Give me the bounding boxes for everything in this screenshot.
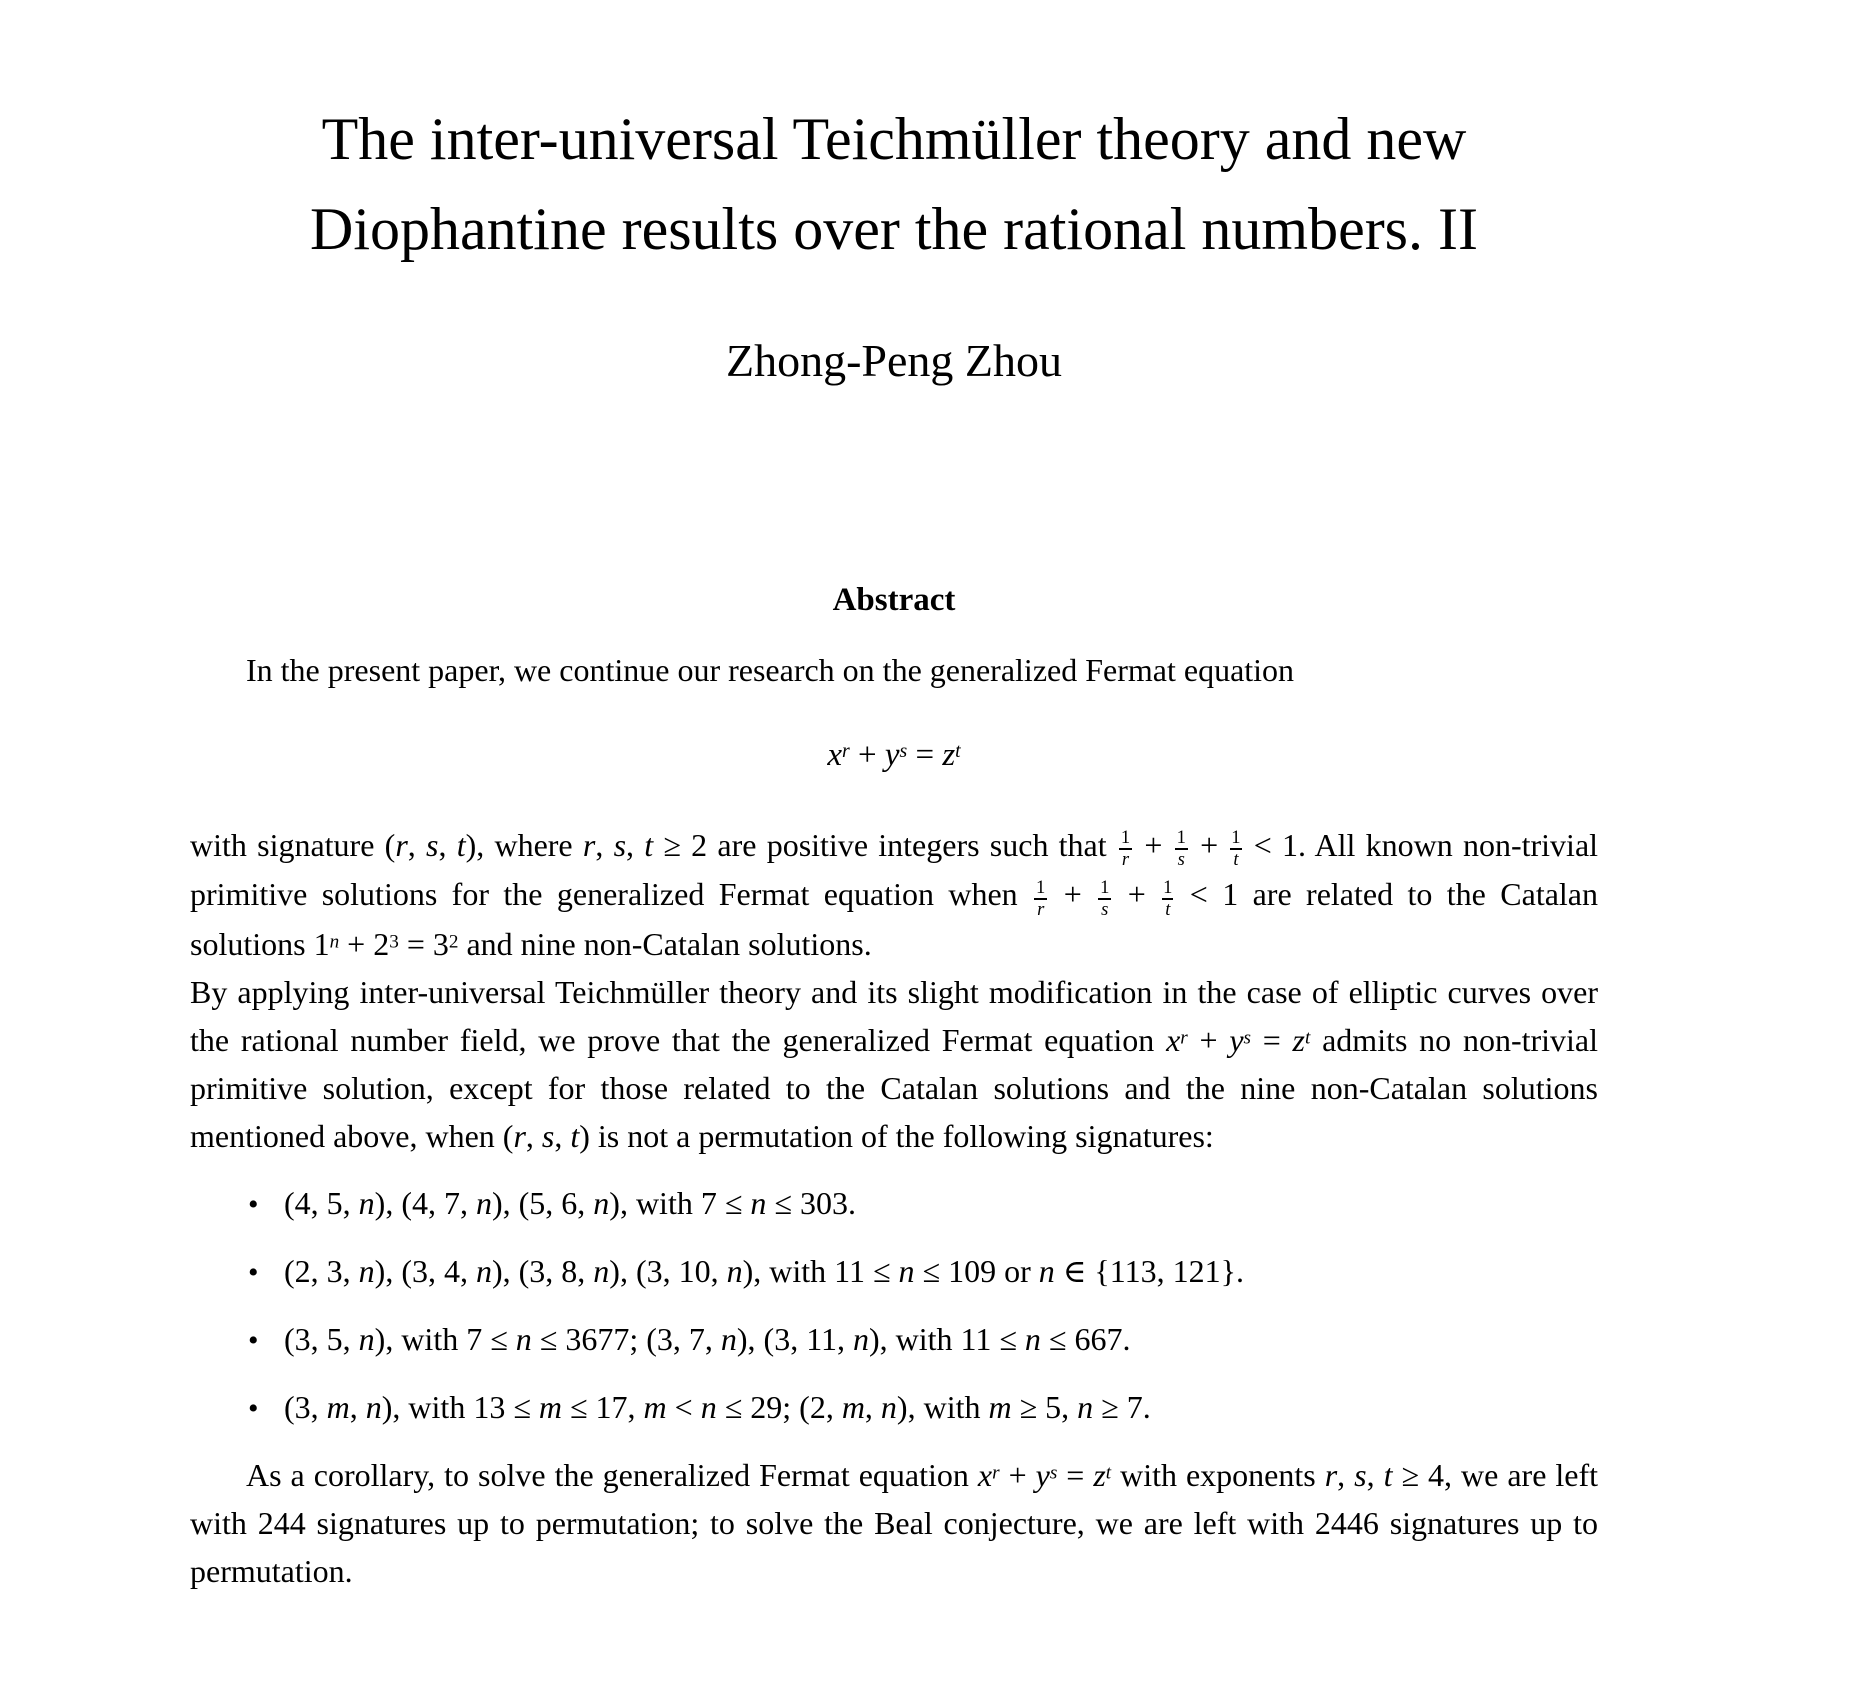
- paper-content: [178, 0, 1610, 1595]
- title-line-1: The inter-universal Teichmüller theory and new: [321, 106, 1467, 172]
- signature-item: [178, 1383, 1610, 1433]
- signature-item-text: (4, 5, n), (4, 7, n), (5, 6, n), with 7 ≤ n ≤ 303.: [284, 1184, 856, 1221]
- bullet-icon: •: [248, 1187, 259, 1221]
- signature-item: [178, 1179, 1610, 1229]
- abstract-paragraph-1: In the present paper, we continue our research on the generalized Fermat equation: [246, 652, 1295, 688]
- signature-item: [178, 1247, 1610, 1297]
- abstract-paragraph-3: By applying inter-universal Teichmüller theory and its slight modification in the case of elliptic curves over the rational number field, we prove that the generalized Fermat equation $x^r + y^s = z^t$ admits no non-trivial primitive solution, except for those related to the Catalan solutions and the nine non-Catalan solutions mentioned above, when (r, s, t) is not a permutation of the following signatures:: [190, 973, 1599, 1154]
- abstract-paragraph-4: As a corollary, to solve the generalized Fermat equation $x^r + y^s = z^t$ with exponents r, s, t ≥ 4, we are left with 244 signatures up to permutation; to solve the Beal conjecture, we are left with 2446 signatures up to permutation.: [190, 1456, 1599, 1589]
- signature-item-text: (3, 5, n), with 7 ≤ n ≤ 3677; (3, 7, n), (3, 11, n), with 11 ≤ n ≤ 667.: [284, 1320, 1131, 1357]
- bullet-icon: •: [248, 1255, 259, 1289]
- display-equation: $x^r + y^s = z^t$: [827, 737, 961, 773]
- author-name: Zhong-Peng Zhou: [725, 335, 1062, 386]
- signature-list: [178, 1179, 1610, 1433]
- signature-item: [178, 1315, 1610, 1365]
- abstract-heading: Abstract: [832, 582, 956, 618]
- abstract-paragraph-2: with signature (r, s, t), where r, s, t ≥ 2 are positive integers such that $\frac{1}{r}$ + $\frac{1}{s}$ + $\frac{1}{t}$ < 1. All known non-trivial primitive solutions for the generalized Fermat equation when $\frac{1}{r}$ + $\frac{1}{s}$ + $\frac{1}{t}$ < 1 are related to the Catalan solutions $1^n + 2^3 = 3^2$ and nine non-Catalan solutions.: [190, 827, 1599, 962]
- paper-title: [178, 0, 1610, 274]
- bullet-icon: •: [248, 1323, 259, 1357]
- bullet-icon: •: [248, 1391, 259, 1425]
- signature-item-text: (2, 3, n), (3, 4, n), (3, 8, n), (3, 10, n), with 11 ≤ n ≤ 109 or n ∈ {113, 121}.: [284, 1252, 1244, 1289]
- signature-item-text: (3, m, n), with 13 ≤ m ≤ 17, m < n ≤ 29; (2, m, n), with m ≥ 5, n ≥ 7.: [284, 1388, 1151, 1425]
- title-line-2: Diophantine results over the rational numbers. II: [309, 196, 1478, 262]
